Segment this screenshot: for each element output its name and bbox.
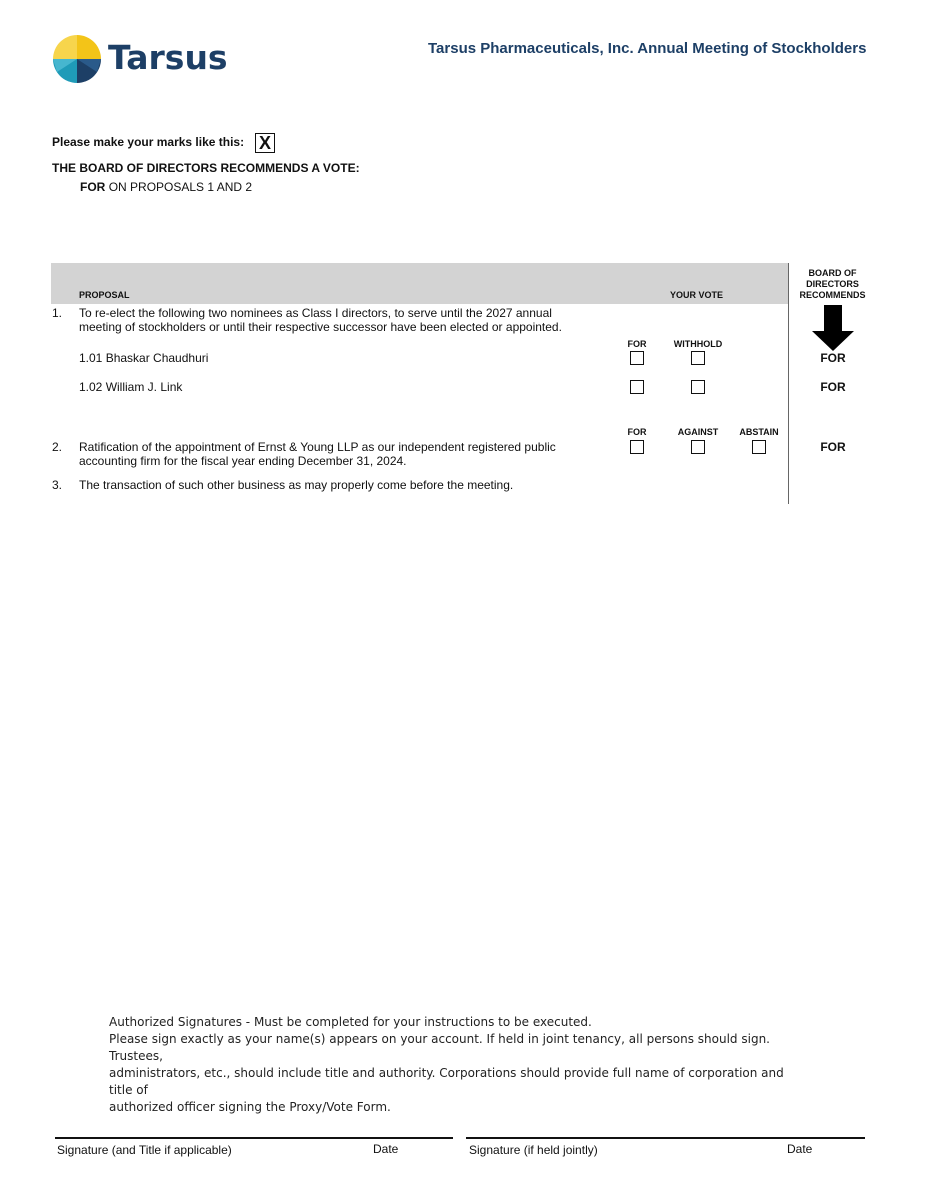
- signature-1-date-label: Date: [373, 1142, 399, 1156]
- proposal-2-abstain-header: ABSTAIN: [739, 427, 779, 437]
- proposal-2-recommendation: FOR: [820, 440, 846, 454]
- proposal-2-against-header: AGAINST: [677, 427, 719, 437]
- header-proposal: PROPOSAL: [79, 290, 130, 300]
- proposal-2-text: Ratification of the appointment of Ernst & Young LLP as our independent registered public accounting firm for the fiscal year ending December 31, 2024.: [79, 440, 556, 468]
- proposal-2-for-header: FOR: [627, 427, 647, 437]
- board-recommends-arrow-icon: [812, 305, 854, 356]
- nominee-1-01-for-checkbox[interactable]: [630, 351, 644, 365]
- for-word: FOR: [80, 180, 106, 194]
- signature-2-label: Signature (if held jointly): [469, 1143, 598, 1157]
- proposal-2-number: 2.: [52, 440, 63, 454]
- meeting-title: Tarsus Pharmaceuticals, Inc. Annual Meeting of Stockholders: [428, 40, 867, 57]
- board-column-divider: [788, 263, 789, 504]
- proposal-2-for-checkbox[interactable]: [630, 440, 644, 454]
- signature-1-line[interactable]: [55, 1137, 453, 1139]
- proposal-3-text: The transaction of such other business as may properly come before the meeting.: [79, 478, 514, 492]
- nominee-1-02-withhold-checkbox[interactable]: [691, 380, 705, 394]
- logo: [52, 34, 228, 84]
- on-proposals: ON PROPOSALS 1 AND 2: [108, 180, 253, 194]
- proposal-2-against-checkbox[interactable]: [691, 440, 705, 454]
- nominee-1-01-recommendation: FOR: [820, 351, 846, 365]
- proposal-1-withhold-header: WITHHOLD: [673, 339, 723, 349]
- proposal-1-number: 1.: [52, 306, 63, 320]
- proposal-3-number: 3.: [52, 478, 63, 492]
- header-your-vote: YOUR VOTE: [670, 290, 724, 300]
- proposal-2-abstain-checkbox[interactable]: [752, 440, 766, 454]
- signature-instructions: Authorized Signatures - Must be completed for your instructions to be executed. Please sign exactly as your name(s) appears on your account. If held in joint tenancy, all persons should sign. Trustees, administrators, etc., should include title and authority. Corporations should provide full name of corporation and title of authorized officer signing the Proxy/Vote Form.: [109, 1015, 784, 1114]
- tarsus-logo-icon: [52, 34, 102, 84]
- marks-label: Please make your marks like this:: [52, 135, 245, 149]
- nominee-1-01-label: 1.01 Bhaskar Chaudhuri: [79, 351, 209, 365]
- sample-mark-box: [255, 133, 275, 153]
- board-recommends-heading: THE BOARD OF DIRECTORS RECOMMENDS A VOTE:: [52, 161, 360, 175]
- nominee-1-02-recommendation: FOR: [820, 380, 846, 394]
- proposal-1-text: To re-elect the following two nominees as Class I directors, to serve until the 2027 annual meeting of stockholders or until their respective successor have been elected or appointed.: [79, 306, 562, 334]
- signature-1-label: Signature (and Title if applicable): [57, 1143, 232, 1157]
- nominee-1-01-withhold-checkbox[interactable]: [691, 351, 705, 365]
- sample-mark: X: [258, 133, 271, 153]
- header-board-recommends: BOARD OF DIRECTORS RECOMMENDS: [799, 268, 866, 300]
- recommend-summary: [80, 180, 252, 194]
- nominee-1-02-for-checkbox[interactable]: [630, 380, 644, 394]
- nominee-1-02-label: 1.02 William J. Link: [79, 380, 183, 394]
- logo-text: Tarsus: [108, 38, 228, 77]
- signature-2-line[interactable]: [466, 1137, 865, 1139]
- signature-2-date-label: Date: [787, 1142, 813, 1156]
- proposal-1-for-header: FOR: [627, 339, 647, 349]
